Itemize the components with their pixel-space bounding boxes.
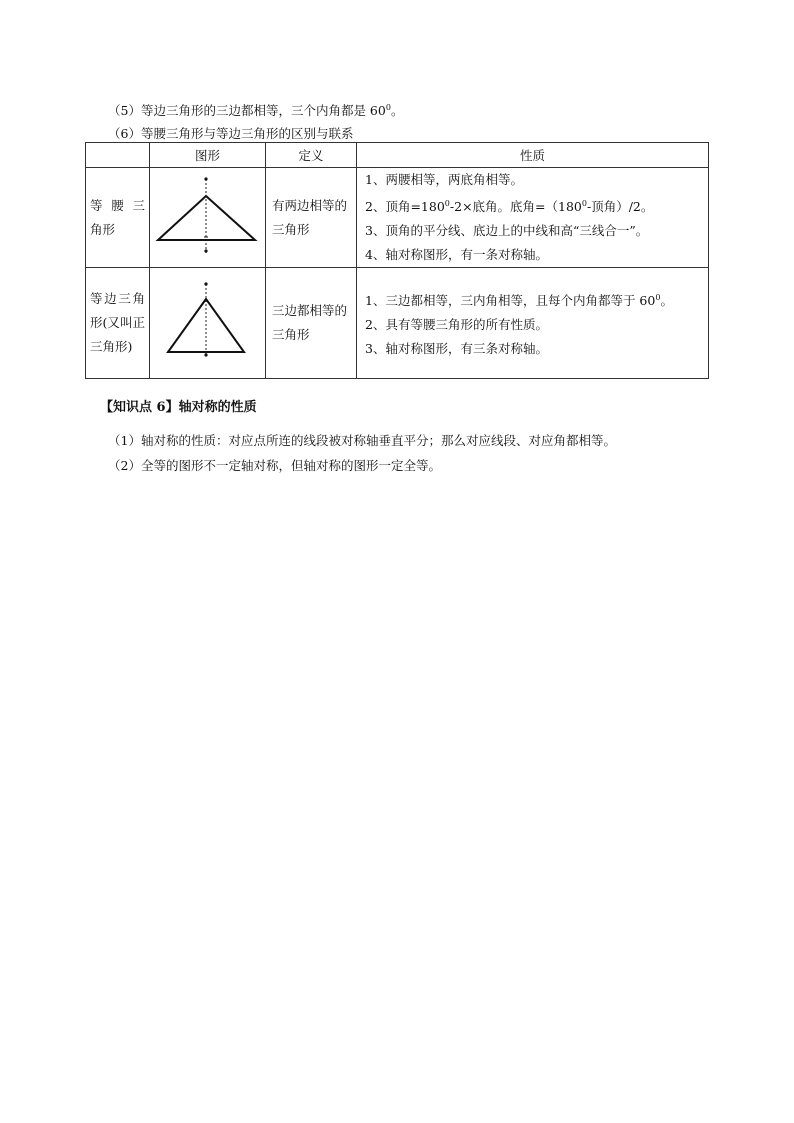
isosceles-figure-cell xyxy=(150,168,266,268)
isosceles-prop-1: 1、两腰相等，两底角相等。 xyxy=(365,172,523,187)
definition-equilateral: 三边都相等的三角形 xyxy=(266,268,357,379)
knowledge-point-6-title: 【知识点 6】轴对称的性质 xyxy=(100,400,257,415)
intro-line-5 xyxy=(108,101,403,119)
header-properties: 性质 xyxy=(357,143,709,168)
prop-2-part-b: -2×底角。底角=（180 xyxy=(449,199,582,214)
knowledge-point-6-item-2: （2）全等的图形不一定轴对称，但轴对称的图形一定全等。 xyxy=(108,458,441,473)
equilateral-prop-3: 3、轴对称图形，有三条对称轴。 xyxy=(365,340,548,356)
axis-endpoint-bottom xyxy=(204,249,207,252)
axis-endpoint-top xyxy=(204,282,207,285)
prop-2-part-c: -顶角）/2。 xyxy=(586,199,654,214)
prop-1-part-a: 1、三边都相等，三内角相等，且每个内角都等于 60 xyxy=(365,292,656,308)
equilateral-triangle-figure xyxy=(151,278,265,368)
definition-isosceles: 有两边相等的三角形 xyxy=(266,168,357,268)
axis-endpoint-bottom xyxy=(204,353,207,356)
header-definition: 定义 xyxy=(266,143,357,168)
isosceles-prop-3: 3、顶角的平分线、底边上的中线和高“三线合一”。 xyxy=(365,223,649,238)
equilateral-figure-cell xyxy=(150,268,266,379)
comparison-table xyxy=(85,142,709,379)
header-corner xyxy=(86,143,150,168)
table-header-row xyxy=(86,143,709,168)
isosceles-prop-2 xyxy=(365,192,700,219)
header-figure: 图形 xyxy=(150,143,266,168)
intro-line-6: （6）等腰三角形与等边三角形的区别与联系 xyxy=(108,126,354,141)
isosceles-triangle-figure xyxy=(151,173,265,263)
equilateral-prop-1 xyxy=(365,286,700,313)
properties-isosceles xyxy=(357,168,709,268)
isosceles-triangle xyxy=(158,196,255,240)
degree-superscript: 0 xyxy=(444,199,450,208)
row-name-equilateral: 等边三角形(又叫正三角形) xyxy=(86,268,150,379)
axis-endpoint-top xyxy=(204,177,207,180)
properties-equilateral xyxy=(357,268,709,379)
intro-line-5-text: （5）等边三角形的三边都相等，三个内角都是 60 xyxy=(108,103,386,118)
row-name-isosceles: 等 腰 三 角形 xyxy=(86,168,150,268)
intro-line-5-end: 。 xyxy=(390,103,404,118)
knowledge-point-6-item-1: （1）轴对称的性质：对应点所连的线段被对称轴垂直平分；那么对应线段、对应角都相等。 xyxy=(108,433,616,448)
degree-superscript: 0 xyxy=(581,199,587,208)
degree-superscript: 0 xyxy=(655,292,661,302)
equilateral-prop-2: 2、具有等腰三角形的所有性质。 xyxy=(365,316,548,332)
isosceles-prop-4: 4、轴对称图形，有一条对称轴。 xyxy=(365,247,548,262)
table-row-equilateral xyxy=(86,268,709,379)
prop-2-part-a: 2、顶角=180 xyxy=(365,199,445,214)
table-row-isosceles xyxy=(86,168,709,268)
prop-1-part-b: 。 xyxy=(660,292,673,308)
degree-superscript: 0 xyxy=(385,103,391,112)
